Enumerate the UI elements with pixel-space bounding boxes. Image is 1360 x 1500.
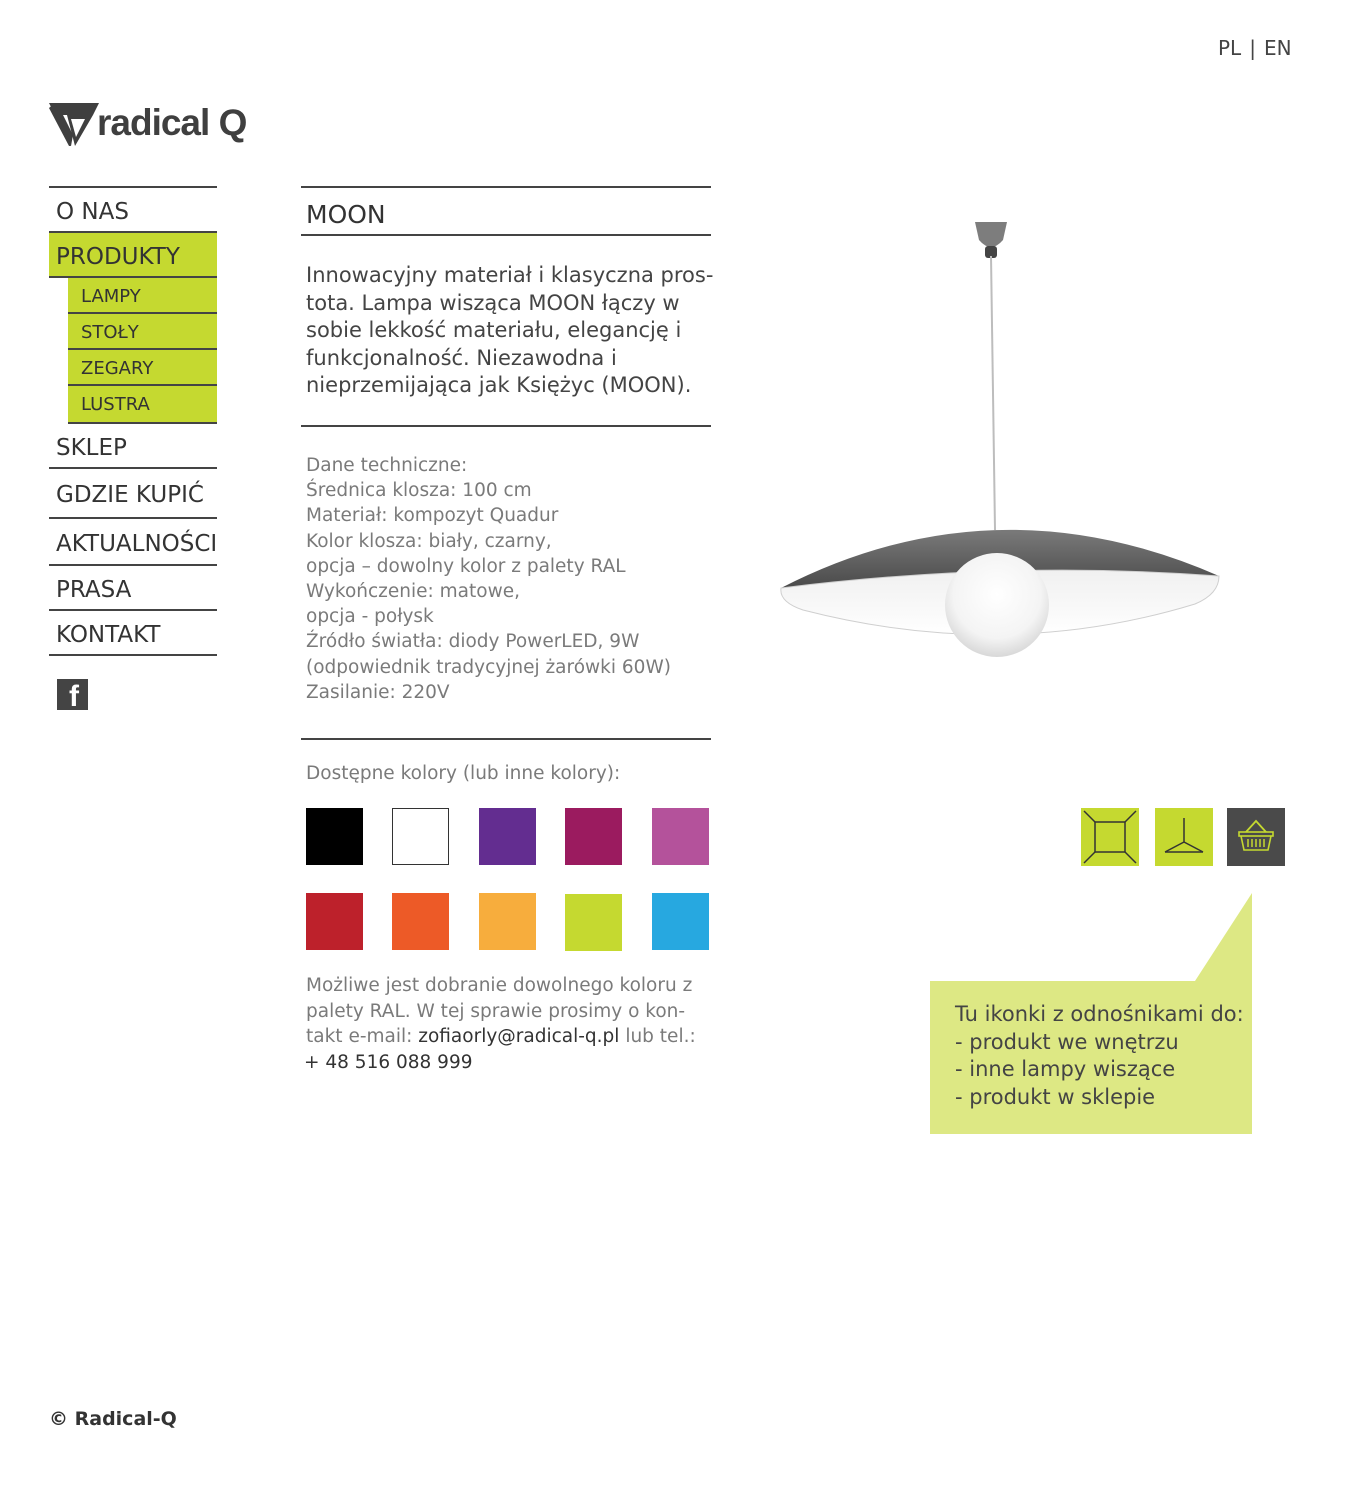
logo-text: radical Q	[97, 102, 247, 143]
logo-mark-icon	[49, 100, 99, 148]
interior-icon[interactable]	[1081, 808, 1139, 866]
facebook-glyph: f	[69, 680, 79, 713]
color-swatch[interactable]	[652, 893, 709, 950]
divider	[301, 425, 711, 427]
spec-line: Zasilanie: 220V	[306, 681, 450, 703]
nav-item-prasa[interactable]: PRASA	[49, 566, 217, 611]
callout-line: - inne lampy wiszące	[955, 1057, 1176, 1082]
nav-subitem-lampy[interactable]: LAMPY	[68, 278, 217, 314]
color-swatch[interactable]	[306, 893, 363, 950]
description-line: sobie lekkość materiału, elegancję i	[306, 318, 682, 343]
pendant-lamp-icon[interactable]	[1155, 808, 1213, 866]
nav-item-o-nas[interactable]: O NAS	[49, 188, 217, 233]
lang-separator: |	[1249, 36, 1256, 60]
spec-line: (odpowiednik tradycyjnej żarówki 60W)	[306, 656, 671, 678]
product-image	[775, 210, 1225, 660]
interior-glyph-icon	[1081, 808, 1139, 866]
color-swatch[interactable]	[479, 808, 536, 865]
note-line	[306, 1024, 716, 1050]
pendant-lamp-glyph-icon	[1155, 808, 1213, 866]
lang-pl-link[interactable]: PL	[1218, 36, 1242, 60]
description-line: nieprzemijająca jak Księżyc (MOON).	[306, 373, 692, 398]
shop-basket-icon[interactable]	[1227, 808, 1285, 866]
callout-line: Tu ikonki z odnośnikami do:	[955, 1002, 1244, 1026]
technical-specs	[301, 453, 716, 705]
nav-subitem-stoly[interactable]: STOŁY	[68, 314, 217, 350]
language-switch	[1218, 36, 1292, 60]
color-swatch[interactable]	[565, 808, 622, 865]
spec-line: Wykończenie: matowe,	[306, 581, 520, 603]
nav-item-produkty[interactable]: PRODUKTY	[49, 233, 217, 278]
color-swatch[interactable]	[392, 893, 449, 950]
note-text: lub tel.:	[619, 1026, 696, 1047]
colors-label: Dostępne kolory (lub inne kolory):	[306, 763, 621, 784]
divider	[301, 738, 711, 740]
spec-line: Średnica klosza: 100 cm	[306, 480, 532, 502]
description-line: Innowacyjny materiał i klasyczna pros-	[306, 263, 714, 287]
nav-item-sklep[interactable]: SKLEP	[49, 424, 217, 469]
contact-phone: + 48 516 088 999	[304, 1051, 473, 1073]
color-swatch[interactable]	[565, 894, 622, 951]
main-nav	[49, 186, 217, 656]
spec-line: Źródło światła: diody PowerLED, 9W	[306, 631, 640, 653]
nav-subitem-lustra[interactable]: LUSTRA	[68, 386, 217, 422]
divider	[301, 234, 711, 236]
spec-line: opcja – dowolny kolor z palety RAL	[306, 555, 626, 577]
contact-email-link[interactable]: zofiaorly@radical-q.pl	[418, 1026, 620, 1047]
product-description	[301, 262, 716, 400]
note-line: Możliwe jest dobranie dowolnego koloru z	[306, 975, 693, 996]
color-swatch[interactable]	[652, 808, 709, 865]
description-line: funkcjonalność. Niezawodna i	[306, 345, 617, 370]
note-text: takt e-mail:	[306, 1026, 419, 1047]
divider	[301, 186, 711, 188]
nav-item-kontakt[interactable]: KONTAKT	[49, 611, 217, 656]
spec-line: opcja - połysk	[306, 606, 434, 628]
lang-en-link[interactable]: EN	[1263, 36, 1292, 60]
spec-line: Dane techniczne:	[306, 455, 468, 476]
nav-item-aktualnosci[interactable]: AKTUALNOŚCI	[49, 519, 217, 566]
basket-glyph-icon	[1227, 808, 1285, 866]
color-swatch[interactable]	[306, 808, 363, 865]
color-note	[301, 973, 716, 1075]
callout-text	[955, 1001, 1244, 1112]
product-title: MOON	[306, 200, 386, 229]
description-line: tota. Lampa wisząca MOON łączy w	[306, 290, 680, 315]
spec-line: Kolor klosza: biały, czarny,	[306, 530, 552, 552]
color-swatch[interactable]	[479, 893, 536, 950]
nav-item-gdzie-kupic[interactable]: GDZIE KUPIĆ	[49, 469, 217, 519]
callout-line: - produkt we wnętrzu	[955, 1029, 1179, 1054]
spec-line: Materiał: kompozyt Quadur	[306, 505, 559, 527]
logo[interactable]	[49, 100, 264, 148]
footer-copyright: © Radical-Q	[49, 1408, 177, 1430]
facebook-icon[interactable]	[57, 679, 88, 713]
callout-line: - produkt w sklepie	[955, 1085, 1156, 1110]
nav-subitem-zegary[interactable]: ZEGARY	[68, 350, 217, 386]
nav-submenu-produkty	[68, 278, 217, 424]
note-line: palety RAL. W tej sprawie prosimy o kon-	[306, 1000, 686, 1022]
color-swatch[interactable]	[392, 808, 449, 865]
